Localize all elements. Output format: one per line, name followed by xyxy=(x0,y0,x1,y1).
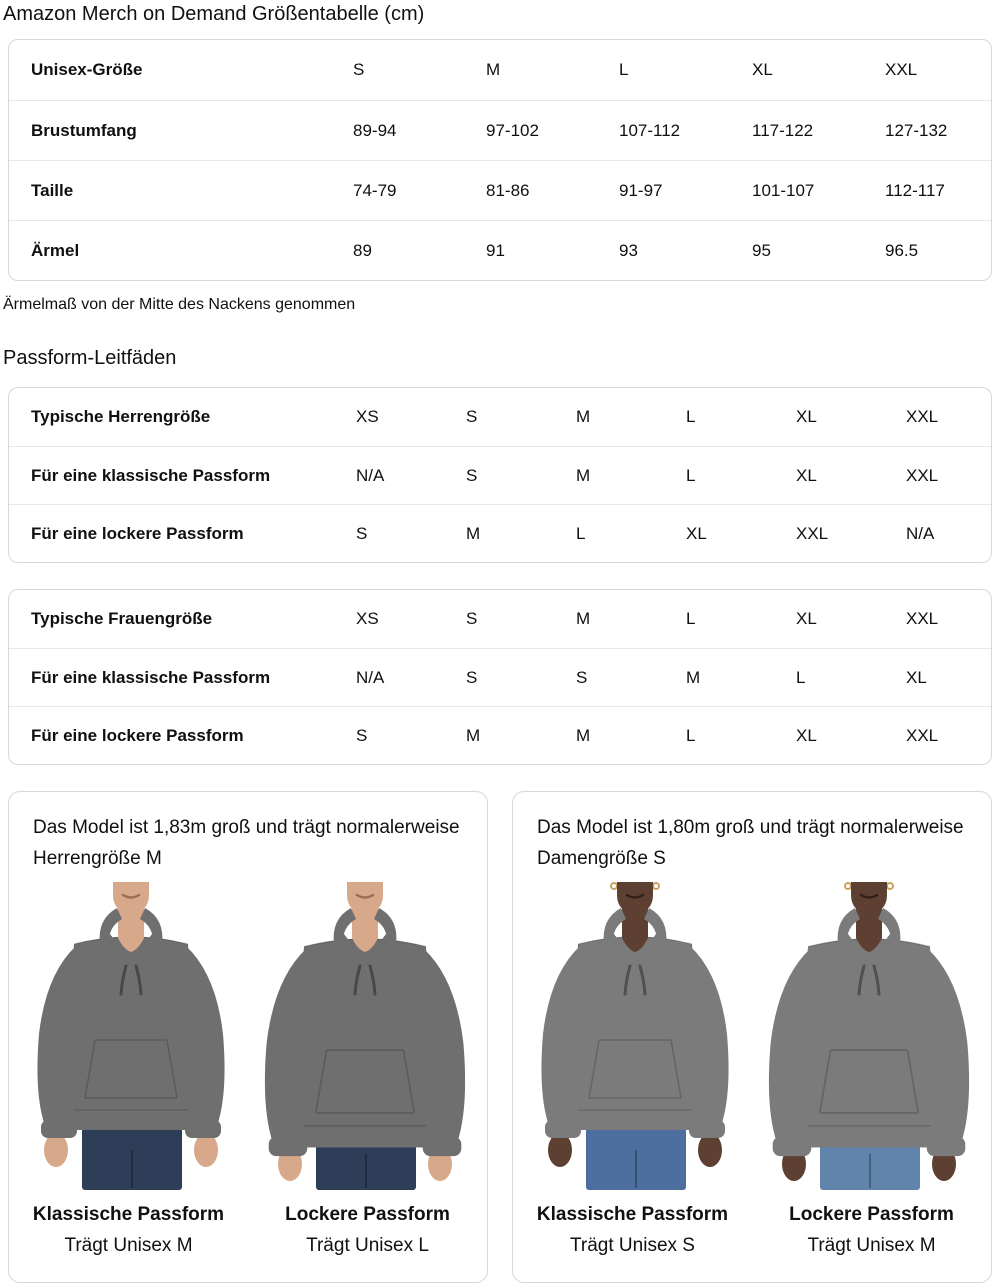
mens-fit-table xyxy=(8,387,992,563)
cell-value: M xyxy=(486,60,501,79)
wears-size-label: Trägt Unisex M xyxy=(64,1235,193,1256)
table-row-typical-womens-size xyxy=(9,590,991,648)
cell-value: 74-79 xyxy=(353,180,397,200)
fit-type-label: Lockere Passform xyxy=(285,1204,450,1225)
womens-model-card xyxy=(512,791,992,1283)
cell-value: S xyxy=(466,465,478,485)
cell-value: XL xyxy=(752,60,773,79)
table-row-classic-fit xyxy=(9,446,991,504)
cell-value: L xyxy=(686,725,696,745)
row-label: Für eine lockere Passform xyxy=(31,523,244,543)
cell-value: M xyxy=(576,407,591,426)
cell-value: XXL xyxy=(796,523,829,543)
cell-value: XL xyxy=(796,725,817,745)
mens-model-card xyxy=(8,791,488,1283)
cell-value: S xyxy=(466,609,478,628)
cell-value: 127-132 xyxy=(885,120,948,140)
row-label: Typische Herrengröße xyxy=(31,407,211,426)
table-row-loose-fit xyxy=(9,706,991,764)
cell-value: S xyxy=(466,667,478,687)
fit-guides-heading: Passform-Leitfäden xyxy=(3,347,177,369)
table-row-waist xyxy=(9,160,991,220)
table-row-chest xyxy=(9,100,991,160)
cell-value: L xyxy=(796,667,806,687)
cell-value: L xyxy=(686,609,696,628)
cell-value: XL xyxy=(906,667,927,687)
wears-size-label: Trägt Unisex M xyxy=(807,1235,936,1256)
caption-loose-fit xyxy=(248,1204,487,1257)
table-row-typical-mens-size xyxy=(9,388,991,446)
cell-value: 97-102 xyxy=(486,120,539,140)
cell-value: S xyxy=(356,523,368,543)
male-model-loose-fit-photo xyxy=(252,882,478,1190)
cell-value: 81-86 xyxy=(486,180,530,200)
cell-value: L xyxy=(686,407,696,426)
model-figures xyxy=(513,882,991,1190)
row-label: Für eine klassische Passform xyxy=(31,667,271,687)
cell-value: XL xyxy=(686,523,707,543)
cell-value: M xyxy=(576,465,591,485)
table-row-unisex-size xyxy=(9,40,991,100)
cell-value: 107-112 xyxy=(619,120,681,140)
fit-type-label: Klassische Passform xyxy=(32,1204,225,1225)
cell-value: XL xyxy=(796,407,817,426)
cell-value: M xyxy=(686,667,701,687)
cell-value: M xyxy=(466,523,481,543)
fit-type-label: Lockere Passform xyxy=(789,1204,954,1225)
cell-value: N/A xyxy=(906,523,935,543)
cell-value: S xyxy=(466,407,478,426)
cell-value: 89 xyxy=(353,240,372,260)
cell-value: XL xyxy=(796,609,817,628)
caption-loose-fit xyxy=(752,1204,991,1257)
cell-value: 91 xyxy=(486,240,505,260)
cell-value: S xyxy=(356,725,368,745)
fit-type-label: Klassische Passform xyxy=(536,1204,729,1225)
row-label: Für eine lockere Passform xyxy=(31,725,244,745)
cell-value: N/A xyxy=(356,667,385,687)
cell-value: L xyxy=(576,523,586,543)
cell-value: XS xyxy=(356,609,379,628)
table-row-classic-fit xyxy=(9,648,991,706)
cell-value: S xyxy=(353,60,365,79)
table-row-loose-fit xyxy=(9,504,991,562)
wears-size-label: Trägt Unisex S xyxy=(570,1235,695,1256)
cell-value: L xyxy=(686,465,696,485)
wears-size-label: Trägt Unisex L xyxy=(306,1235,429,1256)
cell-value: M xyxy=(466,725,481,745)
caption-classic-fit xyxy=(513,1204,752,1257)
row-label: Unisex-Größe xyxy=(31,60,143,79)
row-label: Typische Frauengröße xyxy=(31,609,213,628)
page-title: Amazon Merch on Demand Größentabelle (cm) xyxy=(3,3,425,25)
table-row-sleeve xyxy=(9,220,991,280)
cell-value: XXL xyxy=(885,60,918,79)
cell-value: XL xyxy=(796,465,817,485)
unisex-size-table xyxy=(8,39,992,281)
female-model-classic-fit-photo xyxy=(522,882,748,1190)
cell-value: XS xyxy=(356,407,379,426)
row-label: Brustumfang xyxy=(31,120,137,140)
cell-value: XXL xyxy=(906,465,939,485)
cell-value: 96.5 xyxy=(885,240,919,260)
model-description: Das Model ist 1,80m groß und trägt normalerweise Damengröße S xyxy=(537,817,964,869)
male-model-classic-fit-photo xyxy=(18,882,244,1190)
cell-value: M xyxy=(576,609,591,628)
row-label: Taille xyxy=(31,180,74,200)
caption-classic-fit xyxy=(9,1204,248,1257)
model-captions xyxy=(9,1204,487,1257)
cell-value: 95 xyxy=(752,240,771,260)
cell-value: 93 xyxy=(619,240,638,260)
model-cards-row xyxy=(8,791,992,1283)
cell-value: 101-107 xyxy=(752,180,815,200)
model-description: Das Model ist 1,83m groß und trägt normalerweise Herrengröße M xyxy=(33,817,460,869)
cell-value: XXL xyxy=(906,725,939,745)
female-model-loose-fit-photo xyxy=(756,882,982,1190)
womens-fit-table xyxy=(8,589,992,765)
cell-value: XXL xyxy=(906,407,939,426)
cell-value: 89-94 xyxy=(353,120,397,140)
cell-value: L xyxy=(619,60,629,79)
row-label: Ärmel xyxy=(31,240,80,260)
model-figures xyxy=(9,882,487,1190)
cell-value: N/A xyxy=(356,465,385,485)
cell-value: 117-122 xyxy=(752,120,814,140)
cell-value: M xyxy=(576,725,591,745)
cell-value: 91-97 xyxy=(619,180,663,200)
row-label: Für eine klassische Passform xyxy=(31,465,271,485)
sleeve-measure-note: Ärmelmaß von der Mitte des Nackens genommen xyxy=(3,296,356,313)
cell-value: S xyxy=(576,667,588,687)
cell-value: 112-117 xyxy=(885,180,945,200)
cell-value: XXL xyxy=(906,609,939,628)
model-captions xyxy=(513,1204,991,1257)
